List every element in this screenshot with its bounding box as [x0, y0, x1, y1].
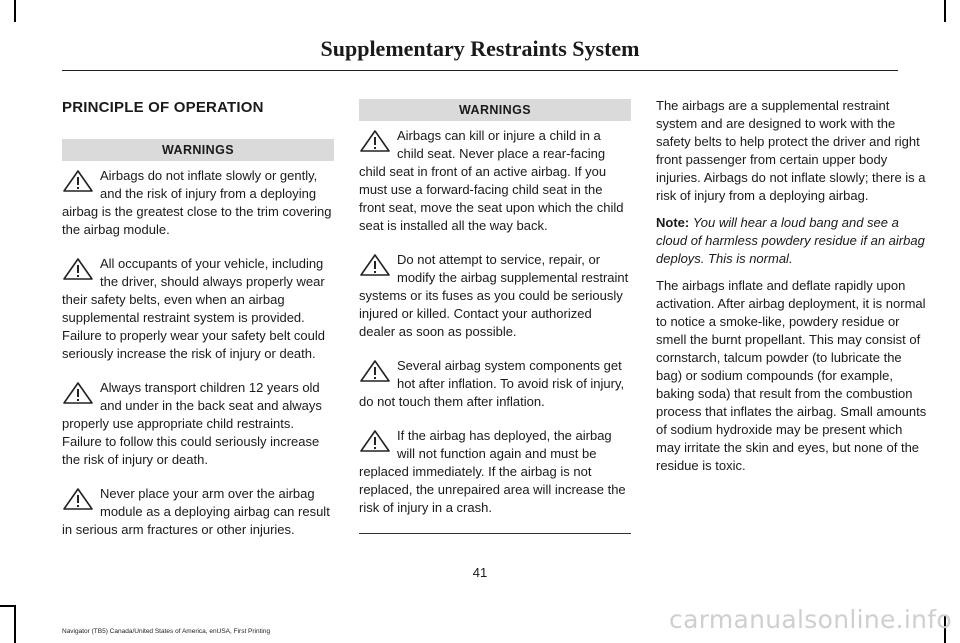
- column-1: [62, 95, 334, 555]
- warning-item: [62, 485, 334, 539]
- section-title: PRINCIPLE OF OPERATION: [62, 99, 264, 116]
- warning-text: Airbags can kill or injure a child in a child seat. Never place a rear-facing child seat in front of an active airbag. If you must use a forward-facing child seat in the front seat, move the seat upon which the child seat is installed all the way back.: [359, 128, 624, 233]
- warning-item: [359, 357, 631, 411]
- warning-text: Do not attempt to service, repair, or modify the airbag supplemental restraint systems or its fuses as you could be seriously injured or killed. Contact your authorized dealer as soon as possible.: [359, 252, 629, 339]
- warning-item: [359, 251, 631, 341]
- crop-mark-top-right: [944, 0, 946, 22]
- warning-text: All occupants of your vehicle, including the driver, should always properly wear their safety belts, even when an airbag supplemental restraint system is provided. Failure to properly wear your safety belt could seriously increase the risk of injury or death.: [62, 256, 326, 361]
- note-label: Note:: [656, 215, 690, 230]
- warning-triangle-icon: [359, 253, 391, 277]
- warning-triangle-icon: [359, 429, 391, 453]
- warning-item: [359, 127, 631, 235]
- watermark: carmanualsonline.info: [669, 605, 952, 634]
- warning-text: Several airbag system components get hot after inflation. To avoid risk of injury, do not touch them after inflation.: [359, 358, 625, 409]
- column-3: [656, 97, 928, 484]
- warnings-list: [62, 167, 334, 539]
- warning-text: Always transport children 12 years old and under in the back seat and always properly use appropriate child restraints. Failure to follow this could seriously increase the risk of injury or death.: [62, 380, 322, 467]
- crop-mark-bottom-left-h: [0, 605, 14, 607]
- warning-item: [62, 379, 334, 469]
- warning-triangle-icon: [62, 381, 94, 405]
- warning-text: Airbags do not inflate slowly or gently, and the risk of injury from a deploying airbag is the greatest close to the trim covering the airbag module.: [62, 168, 332, 237]
- warning-triangle-icon: [62, 257, 94, 281]
- note: [656, 214, 928, 268]
- warning-item: [62, 255, 334, 363]
- warning-text: If the airbag has deployed, the airbag will not function again and must be replaced immediately. If the airbag is not replaced, the unrepaired area will increase the risk of injury in a crash.: [359, 428, 626, 515]
- warnings-end-rule: [359, 533, 631, 534]
- warnings-heading: WARNINGS: [62, 139, 334, 161]
- warning-triangle-icon: [62, 169, 94, 193]
- warning-item: [62, 167, 334, 239]
- paragraph: The airbags are a supplemental restraint system and are designed to work with the safety belts to help protect the driver and right front passenger from certain upper body injuries. Airbags do not inflate slowly; there is a risk of injury from a deploying airbag.: [656, 98, 926, 203]
- warning-item: [359, 427, 631, 517]
- warning-triangle-icon: [359, 359, 391, 383]
- footer-text: Navigator (TB5) Canada/United States of America, enUSA, First Printing: [62, 628, 271, 635]
- crop-mark-top-left: [14, 0, 16, 22]
- paragraph: The airbags inflate and deflate rapidly upon activation. After airbag deployment, it is normal to notice a smoke-like, powdery residue or smell the burnt propellant. This may consist of cornstarch, talcum powder (to lubricate the bag) or sodium compounds (for example, baking soda) that result from the combustion process that inflates the airbag. Small amounts of sodium hydroxide may be present which may irritate the skin and eyes, but none of the residue is toxic.: [656, 278, 927, 473]
- page-number: 41: [472, 565, 488, 580]
- warning-triangle-icon: [359, 129, 391, 153]
- warnings-list: [359, 127, 631, 517]
- header-rule: [62, 70, 898, 71]
- column-2: [359, 99, 631, 534]
- warning-triangle-icon: [62, 487, 94, 511]
- note-text: You will hear a loud bang and see a cloud of harmless powdery residue if an airbag deploys. This is normal.: [656, 215, 925, 266]
- page-title: Supplementary Restraints System: [320, 36, 640, 61]
- crop-mark-bottom-left: [14, 605, 16, 643]
- warning-text: Never place your arm over the airbag module as a deploying airbag can result in serious arm fractures or other injuries.: [62, 486, 330, 537]
- warnings-heading: WARNINGS: [359, 99, 631, 121]
